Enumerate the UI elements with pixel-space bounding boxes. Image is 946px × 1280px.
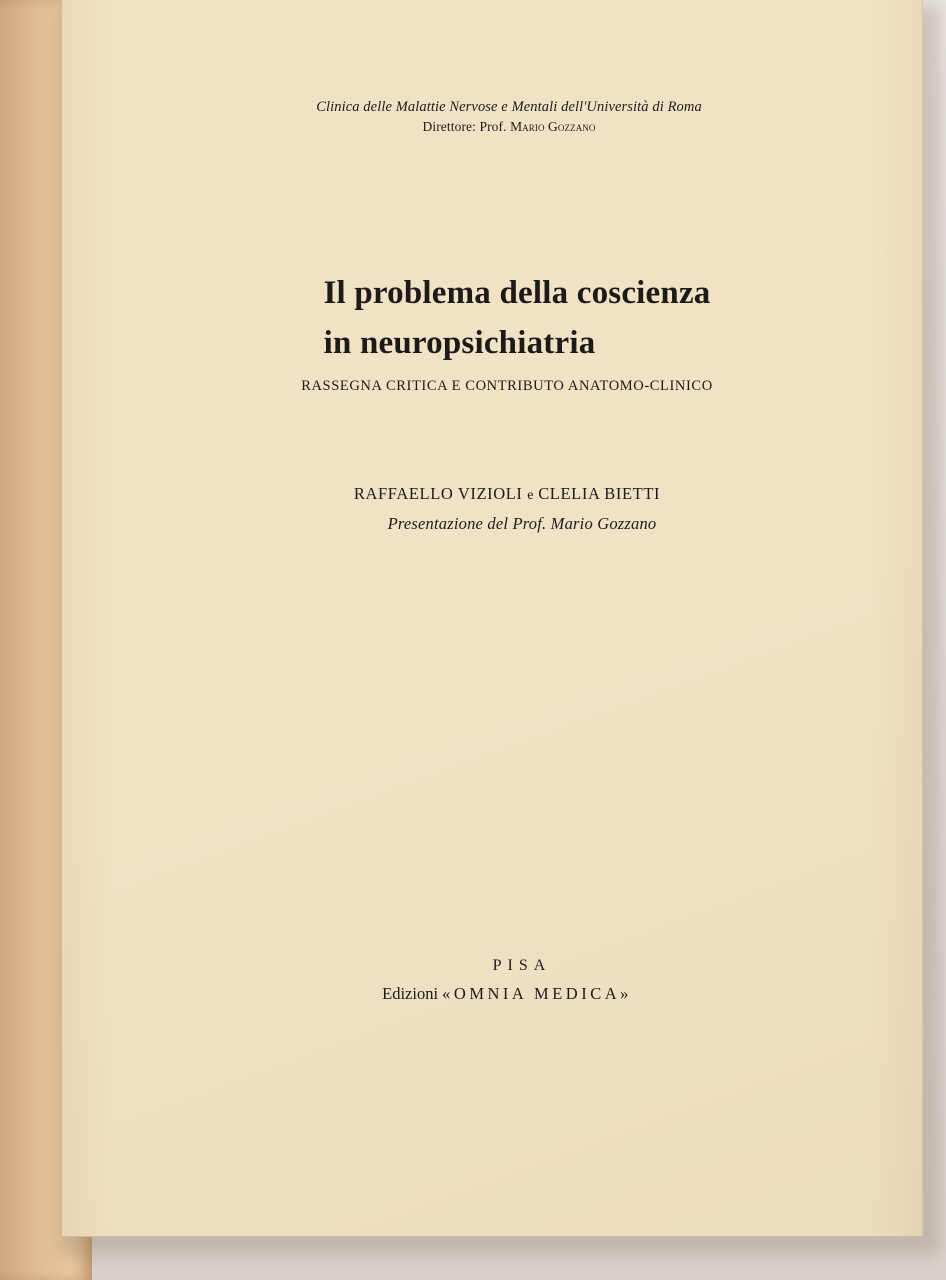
publisher-line xyxy=(92,980,922,1008)
imprint-block xyxy=(62,952,922,1008)
institution-header xyxy=(62,98,922,136)
publisher-prefix: Edizioni xyxy=(382,984,439,1003)
director-line xyxy=(96,117,922,136)
title-line-1: Il problema della coscienza xyxy=(323,275,711,311)
title-line-2: in neuropsichiatria xyxy=(323,325,596,361)
imprint-city: PISA xyxy=(492,957,552,974)
book-title xyxy=(62,268,922,368)
title-page xyxy=(62,0,923,1237)
author-line xyxy=(92,480,922,510)
director-prefix: Prof. xyxy=(479,119,507,134)
author-2: CLELIA BIETTI xyxy=(538,484,661,503)
director-name: Mario Gozzano xyxy=(510,119,596,134)
publisher-name: «OMNIA MEDICA» xyxy=(442,984,632,1003)
author-conjunction: e xyxy=(527,488,534,503)
authors-block xyxy=(62,480,922,538)
author-1: RAFFAELLO VIZIOLI xyxy=(353,484,523,503)
presentation-credit: Presentazione del Prof. Mario Gozzano xyxy=(387,514,657,533)
director-label: Direttore: xyxy=(422,119,476,134)
book-subtitle: RASSEGNA CRITICA E CONTRIBUTO ANATOMO-CLINICO xyxy=(301,378,713,394)
clinic-name: Clinica delle Malattie Nervose e Mentali dell'Università di Roma xyxy=(316,99,702,115)
